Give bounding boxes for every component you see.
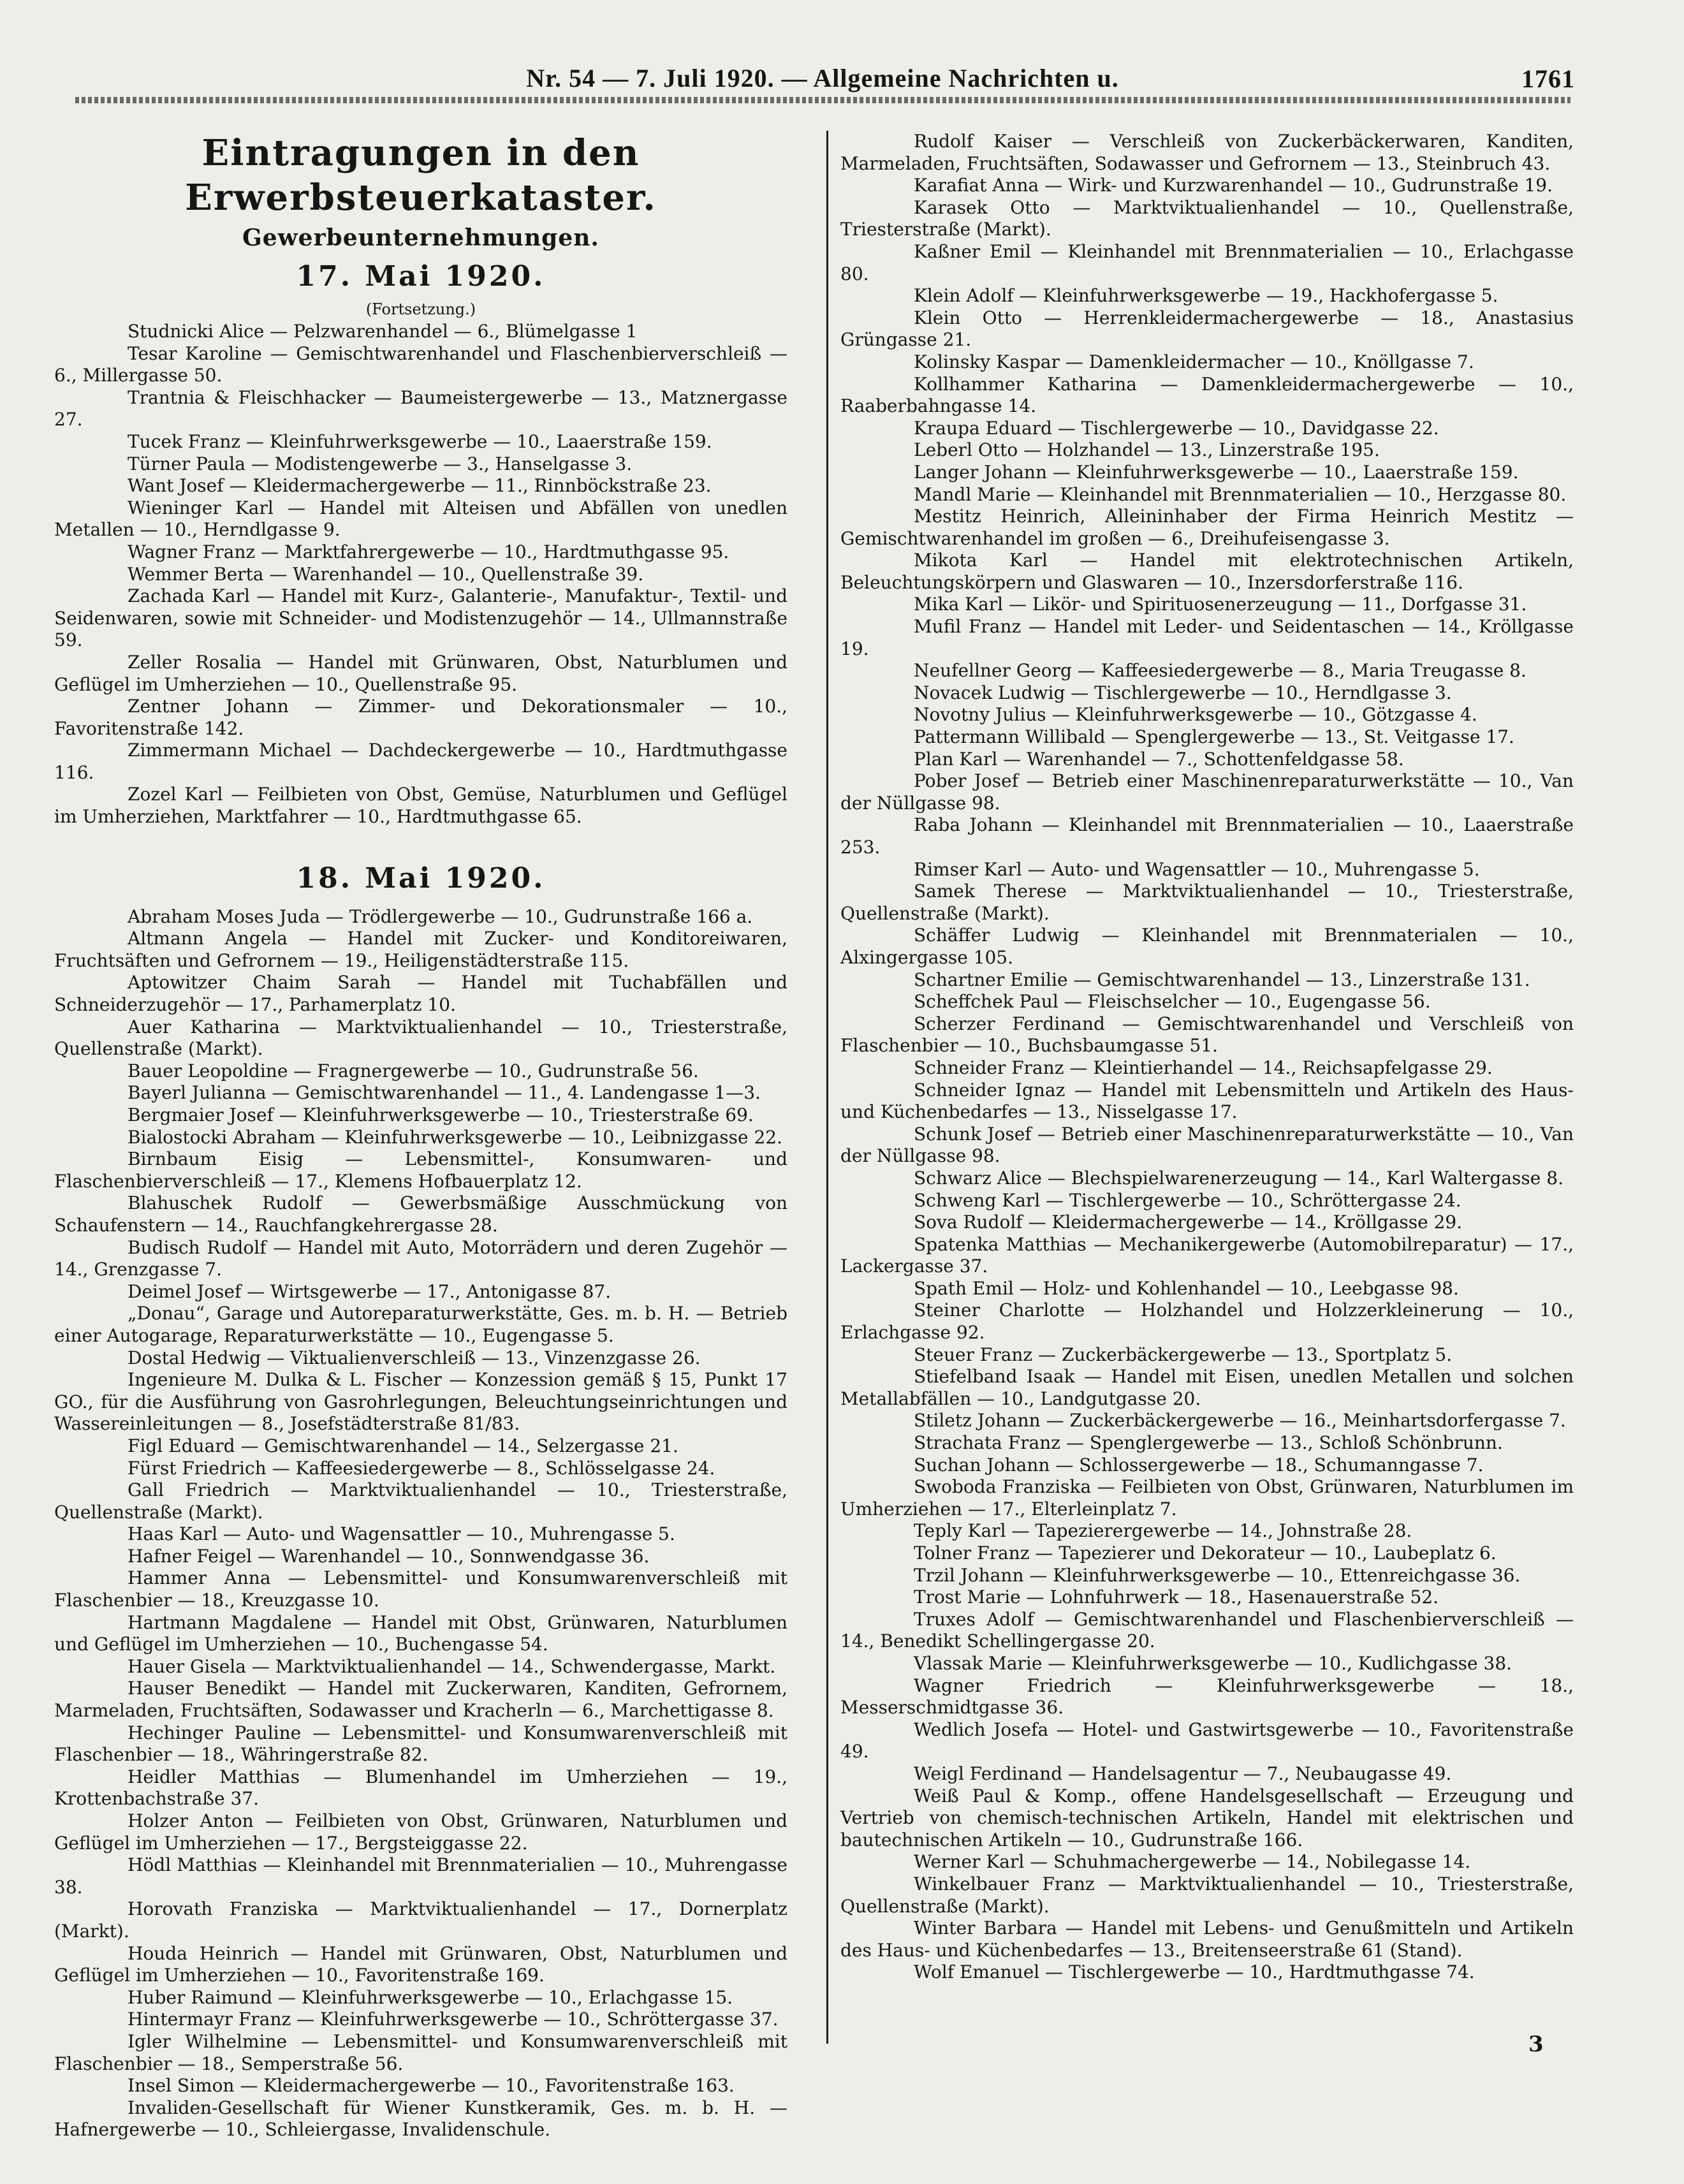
- register-entry: Hödl Matthias — Kleinhandel mit Brennmaterialien — 10., Muhrengasse 38.: [54, 1854, 787, 1898]
- register-entry: Houda Heinrich — Handel mit Grünwaren, Obst, Naturblumen und Geflügel im Umherziehen — 10., Favoritenstraße 169.: [54, 1942, 787, 1986]
- register-entry: Teply Karl — Tapezierergewerbe — 14., Johnstraße 28.: [914, 1520, 1412, 1542]
- register-entry: Hartmann Magdalene — Handel mit Obst, Grünwaren, Naturblumen und Geflügel im Umherziehen — 10., Buchengasse 54.: [54, 1611, 787, 1655]
- register-entry: Haas Karl — Auto- und Wagensattler — 10., Muhrengasse 5.: [128, 1523, 675, 1545]
- register-entry: Werner Karl — Schuhmachergewerbe — 14., Nobilegasse 14.: [914, 1851, 1471, 1873]
- register-entry: Spath Emil — Holz- und Kohlenhandel — 10., Leebgasse 98.: [914, 1277, 1459, 1299]
- register-entry: Kraupa Eduard — Tischlergewerbe — 10., Davidgasse 22.: [914, 417, 1439, 439]
- register-entry: Schneider Ignaz — Handel mit Lebensmitteln und Artikeln des Haus- und Küchenbedarfes — 13., Nisselgasse 17.: [840, 1079, 1574, 1123]
- register-entry: Kaßner Emil — Kleinhandel mit Brennmaterialien — 10., Erlachgasse 80.: [840, 240, 1574, 284]
- register-entry: Altmann Angela — Handel mit Zucker- und Konditoreiwaren, Fruchtsäften und Gefrornem — 19., Heiligenstädterstraße 115.: [54, 928, 787, 971]
- register-entry: Mufil Franz — Handel mit Leder- und Seidentaschen — 14., Kröllgasse 19.: [840, 616, 1574, 659]
- register-entry: Deimel Josef — Wirtsgewerbe — 17., Antonigasse 87.: [128, 1280, 611, 1302]
- register-entry: Tolner Franz — Tapezierer und Dekorateur — 10., Laubeplatz 6.: [914, 1543, 1497, 1564]
- register-entry: Kolinsky Kaspar — Damenkleidermacher — 10., Knöllgasse 7.: [914, 351, 1474, 372]
- register-entry: Truxes Adolf — Gemischtwarenhandel und Flaschenbierverschleiß — 14., Benedikt Schellingergasse 20.: [840, 1608, 1574, 1652]
- register-entry: Novotny Julius — Kleinfuhrwerksgewerbe — 10., Götzgasse 4.: [914, 704, 1477, 726]
- page-number: 1761: [1521, 64, 1575, 93]
- register-entry: Mika Karl — Likör- und Spirituosenerzeugung — 11., Dorfgasse 31.: [914, 594, 1527, 615]
- register-entry: Insel Simon — Kleidermachergewerbe — 10., Favoritenstraße 163.: [128, 2075, 735, 2097]
- register-entry: Trost Marie — Lohnfuhrwerk — 18., Hasenauerstraße 52.: [914, 1587, 1439, 1608]
- left-column: [54, 131, 787, 2141]
- register-entry: Langer Johann — Kleinfuhrwerksgewerbe — 10., Laaerstraße 159.: [914, 461, 1519, 483]
- register-entry: Ingenieure M. Dulka & L. Fischer — Konzession gemäß § 15, Punkt 17 GO., für die Ausführung von Gasrohrlegungen, Beleuchtungseinrichtungen und Wassereinleitungen — 8., Josefstädterstraße 81/83.: [54, 1369, 787, 1435]
- register-entry: Vlassak Marie — Kleinfuhrwerksgewerbe — 10., Kudlichgasse 38.: [914, 1652, 1512, 1674]
- register-entry: Scheffchek Paul — Fleischselcher — 10., Eugengasse 56.: [914, 991, 1431, 1013]
- register-entry: Mikota Karl — Handel mit elektrotechnischen Artikeln, Beleuchtungskörpern und Glaswaren — 10., Inzersdorferstraße 116.: [840, 550, 1574, 593]
- register-entry: Zentner Johann — Zimmer- und Dekorationsmaler — 10., Favoritenstraße 142.: [54, 696, 787, 739]
- register-entry: Stiletz Johann — Zuckerbäckergewerbe — 16., Meinhartsdorfergasse 7.: [914, 1410, 1566, 1432]
- register-entry: Abraham Moses Juda — Trödlergewerbe — 10., Gudrunstraße 166 a.: [128, 905, 753, 927]
- register-entry: Trantnia & Fleischhacker — Baumeistergewerbe — 13., Matznergasse 27.: [54, 386, 787, 430]
- register-entry: Wolf Emanuel — Tischlergewerbe — 10., Hardtmuthgasse 74.: [914, 1961, 1475, 1983]
- register-entry: Wieninger Karl — Handel mit Alteisen und Abfällen von unedlen Metallen — 10., Herndlgasse 9.: [54, 497, 787, 541]
- register-entry: Steiner Charlotte — Holzhandel und Holzzerkleinerung — 10., Erlachgasse 92.: [840, 1300, 1574, 1344]
- register-entry: Karasek Otto — Marktviktualienhandel — 10., Quellenstraße, Triesterstraße (Markt).: [840, 196, 1574, 240]
- register-entry: Hauer Gisela — Marktviktualienhandel — 14., Schwendergasse, Markt.: [128, 1655, 776, 1677]
- register-entry: Scherzer Ferdinand — Gemischtwarenhandel und Verschleiß von Flaschenbier — 10., Buchsbaumgasse 51.: [840, 1013, 1574, 1057]
- register-entry: Leberl Otto — Holzhandel — 13., Linzerstraße 195.: [914, 439, 1380, 461]
- register-entry: Rudolf Kaiser — Verschleiß von Zuckerbäckerwaren, Kanditen, Marmeladen, Fruchtsäften, Sodawasser und Gefrornem — 13., Steinbruch 43.: [840, 131, 1574, 174]
- register-entry: Hafner Feigel — Warenhandel — 10., Sonnwendgasse 36.: [128, 1545, 650, 1567]
- register-entry: Schartner Emilie — Gemischtwarenhandel — 13., Linzerstraße 131.: [914, 969, 1530, 990]
- register-entry: Türner Paula — Modistengewerbe — 3., Hanselgasse 3.: [128, 453, 633, 474]
- register-entry: Spatenka Matthias — Mechanikergewerbe (Automobilreparatur) — 17., Lackergasse 37.: [840, 1233, 1574, 1277]
- register-entry: Holzer Anton — Feilbieten von Obst, Grünwaren, Naturblumen und Geflügel im Umherziehen — 17., Bergsteiggasse 22.: [54, 1810, 787, 1854]
- register-entry: Auer Katharina — Marktviktualienhandel — 10., Triesterstraße, Quellenstraße (Markt).: [54, 1016, 787, 1060]
- register-entry: Pattermann Willibald — Spenglergewerbe — 13., St. Veitgasse 17.: [914, 726, 1514, 748]
- register-entry: Bauer Leopoldine — Fragnergewerbe — 10., Gudrunstraße 56.: [128, 1060, 699, 1081]
- register-entry: Zeller Rosalia — Handel mit Grünwaren, Obst, Naturblumen und Geflügel im Umherziehen — 10., Quellenstraße 95.: [54, 651, 787, 695]
- column-divider: [826, 131, 828, 2044]
- register-entry: Stiefelband Isaak — Handel mit Eisen, unedlen Metallen und solchen Metallabfällen — 10., Landgutgasse 20.: [840, 1366, 1574, 1409]
- register-entry: Hauser Benedikt — Handel mit Zuckerwaren, Kanditen, Gefrornem, Marmeladen, Fruchtsäften, Sodawasser und Kracherln — 6., Marchettigasse 8.: [54, 1678, 787, 1722]
- register-entry: Sova Rudolf — Kleidermachergewerbe — 14., Kröllgasse 29.: [914, 1212, 1463, 1233]
- register-entry: Huber Raimund — Kleinfuhrwerksgewerbe — 10., Erlachgasse 15.: [128, 1986, 733, 2008]
- register-entry: Fürst Friedrich — Kaffeesiedergewerbe — 8., Schlösselgasse 24.: [128, 1457, 715, 1479]
- register-entry: Winter Barbara — Handel mit Lebens- und Genußmitteln und Artikeln des Haus- und Küchenbedarfes — 13., Breitenseerstraße 61 (Stand).: [840, 1917, 1574, 1961]
- register-entry: Zachada Karl — Handel mit Kurz-, Galanterie-, Manufaktur-, Textil- und Seidenwaren, sowie mit Schneider- und Modistenzugehör — 14., Ullmannstraße 59.: [54, 585, 787, 651]
- register-entry: Schäffer Ludwig — Kleinhandel mit Brennmaterialen — 10., Alxingergasse 105.: [840, 925, 1574, 968]
- register-entry: Suchan Johann — Schlossergewerbe — 18., Schumanngasse 7.: [914, 1454, 1484, 1476]
- register-entry: Plan Karl — Warenhandel — 7., Schottenfeldgasse 58.: [914, 748, 1404, 770]
- register-entry: Horovath Franziska — Marktviktualienhandel — 17., Dornerplatz (Markt).: [54, 1898, 787, 1942]
- register-entry: Schunk Josef — Betrieb einer Maschinenreparaturwerkstätte — 10., Van der Nüllgasse 98.: [840, 1123, 1574, 1167]
- register-entry: Rimser Karl — Auto- und Wagensattler — 10., Muhrengasse 5.: [914, 858, 1480, 880]
- register-entry: Swoboda Franziska — Feilbieten von Obst, Grünwaren, Naturblumen im Umherziehen — 17., Elterleinplatz 7.: [840, 1476, 1574, 1520]
- register-entry: Blahuschek Rudolf — Gewerbsmäßige Ausschmückung von Schaufenstern — 14., Rauchfangkehrergasse 28.: [54, 1192, 787, 1236]
- section-title: Eintragungen in den Erwerbsteuerkataster.: [185, 132, 657, 219]
- header-line: Nr. 54 — 7. Juli 1920. — Allgemeine Nachrichten u.: [526, 63, 1119, 92]
- date-heading-2: 18. Mai 1920.: [296, 861, 546, 895]
- register-entry: Wemmer Berta — Warenhandel — 10., Quellenstraße 39.: [128, 563, 644, 585]
- register-entry: Pober Josef — Betrieb einer Maschinenreparaturwerkstätte — 10., Van der Nüllgasse 98.: [840, 770, 1574, 814]
- continuation-note: (Fortsetzung.): [365, 300, 476, 318]
- register-entry: Schwarz Alice — Blechspielwarenerzeugung — 14., Karl Waltergasse 8.: [914, 1167, 1563, 1189]
- register-entry: Schweng Karl — Tischlergewerbe — 10., Schröttergasse 24.: [914, 1189, 1461, 1211]
- register-entry: Tucek Franz — Kleinfuhrwerksgewerbe — 10., Laaerstraße 159.: [128, 430, 712, 452]
- page-marker: 3: [1528, 2032, 1544, 2057]
- register-entry: Wedlich Josefa — Hotel- und Gastwirtsgewerbe — 10., Favoritenstraße 49.: [840, 1719, 1574, 1763]
- register-entry: Invaliden-Gesellschaft für Wiener Kunstkeramik, Ges. m. b. H. — Hafnergewerbe — 10., Schleiergasse, Invalidenschule.: [54, 2097, 787, 2141]
- register-entry: Schneider Franz — Kleintierhandel — 14., Reichsapfelgasse 29.: [914, 1057, 1493, 1078]
- register-entry: Raba Johann — Kleinhandel mit Brennmaterialien — 10., Laaerstraße 253.: [840, 814, 1574, 858]
- register-entry: Birnbaum Eisig — Lebensmittel-, Konsumwaren- und Flaschenbierverschleiß — 17., Klemens Hofbauerplatz 12.: [54, 1148, 787, 1192]
- page-header: [70, 59, 1575, 97]
- register-entry: Budisch Rudolf — Handel mit Auto, Motorrädern und deren Zugehör — 14., Grenzgasse 7.: [54, 1236, 787, 1280]
- entries-18-may: [54, 906, 787, 2141]
- register-entry: Hintermayr Franz — Kleinfuhrwerksgewerbe — 10., Schröttergasse 37.: [128, 2009, 779, 2030]
- register-entry: Want Josef — Kleidermachergewerbe — 11., Rinnböckstraße 23.: [128, 475, 712, 497]
- register-entry: Winkelbauer Franz — Marktviktualienhandel — 10., Triesterstraße, Quellenstraße (Markt).: [840, 1873, 1574, 1917]
- register-entry: Tesar Karoline — Gemischtwarenhandel und Flaschenbierverschleiß — 6., Millergasse 50.: [54, 342, 787, 386]
- register-entry: Figl Eduard — Gemischtwarenhandel — 14., Selzergasse 21.: [128, 1435, 678, 1456]
- right-column: [840, 131, 1574, 2056]
- register-entry: Neufellner Georg — Kaffeesiedergewerbe — 8., Maria Treugasse 8.: [914, 660, 1527, 682]
- register-entry: Klein Adolf — Kleinfuhrwerksgewerbe — 19., Hackhofergasse 5.: [914, 285, 1498, 307]
- register-entry: Kollhammer Katharina — Damenkleidermachergewerbe — 10., Raaberbahngasse 14.: [840, 373, 1574, 417]
- register-entry: Karafiat Anna — Wirk- und Kurzwarenhandel — 10., Gudrunstraße 19.: [914, 175, 1553, 196]
- register-entry: Bergmaier Josef — Kleinfuhrwerksgewerbe — 10., Triesterstraße 69.: [128, 1104, 754, 1125]
- register-entry: Mestitz Heinrich, Alleininhaber der Firma Heinrich Mestitz — Gemischtwarenhandel im großen — 6., Dreihufeisengasse 3.: [840, 506, 1574, 549]
- register-entry: Samek Therese — Marktviktualienhandel — 10., Triesterstraße, Quellenstraße (Markt).: [840, 881, 1574, 924]
- register-entry: Weigl Ferdinand — Handelsagentur — 7., Neubaugasse 49.: [914, 1763, 1452, 1784]
- register-entry: Igler Wilhelmine — Lebensmittel- und Konsumwarenverschleiß mit Flaschenbier — 18., Semperstraße 56.: [54, 2030, 787, 2074]
- register-entry: Weiß Paul & Komp., offene Handelsgesellschaft — Erzeugung und Vertrieb von chemisch-technischen Artikeln, Handel mit elektrischen und bautechnischen Artikeln — 10., Gudrunstraße 166.: [840, 1785, 1574, 1851]
- register-entry: Zozel Karl — Feilbieten von Obst, Gemüse, Naturblumen und Geflügel im Umherziehen, Marktfahrer — 10., Hardtmuthgasse 65.: [54, 784, 787, 828]
- register-entry: Dostal Hedwig — Viktualienverschleiß — 13., Vinzenzgasse 26.: [128, 1347, 701, 1368]
- section-subtitle: Gewerbeunternehmungen.: [242, 224, 599, 251]
- register-entry: Studnicki Alice — Pelzwarenhandel — 6., Blümelgasse 1: [128, 321, 638, 342]
- register-entry: Wagner Franz — Marktfahrergewerbe — 10., Hardtmuthgasse 95.: [128, 541, 729, 562]
- register-entry: Zimmermann Michael — Dachdeckergewerbe — 10., Hardtmuthgasse 116.: [54, 740, 787, 783]
- register-entry: Klein Otto — Herrenkleidermachergewerbe — 18., Anastasius Grüngasse 21.: [840, 307, 1574, 351]
- register-entry: Aptowitzer Chaim Sarah — Handel mit Tuchabfällen und Schneiderzugehör — 17., Parhamerplatz 10.: [54, 972, 787, 1016]
- register-entry: Trzil Johann — Kleinfuhrwerksgewerbe — 10., Ettenreichgasse 36.: [914, 1564, 1521, 1586]
- register-entry: Bialostocki Abraham — Kleinfuhrwerksgewerbe — 10., Leibnizgasse 22.: [128, 1126, 783, 1148]
- register-entry: Hammer Anna — Lebensmittel- und Konsumwarenverschleiß mit Flaschenbier — 18., Kreuzgasse 10.: [54, 1567, 787, 1611]
- register-entry: Novacek Ludwig — Tischlergewerbe — 10., Herndlgasse 3.: [914, 682, 1452, 703]
- register-entry: Mandl Marie — Kleinhandel mit Brennmaterialien — 10., Herzgasse 80.: [914, 483, 1567, 505]
- register-entry: Hechinger Pauline — Lebensmittel- und Konsumwarenverschleiß mit Flaschenbier — 18., Währingerstraße 82.: [54, 1722, 787, 1766]
- header-rule: [75, 97, 1571, 103]
- entries-18-may-continued: [840, 131, 1574, 1984]
- register-entry: Heidler Matthias — Blumenhandel im Umherziehen — 19., Krottenbachstraße 37.: [54, 1766, 787, 1810]
- register-entry: Strachata Franz — Spenglergewerbe — 13., Schloß Schönbrunn.: [914, 1432, 1503, 1454]
- register-entry: Gall Friedrich — Marktviktualienhandel — 10., Triesterstraße, Quellenstraße (Markt).: [54, 1479, 787, 1523]
- date-heading-1: 17. Mai 1920.: [296, 260, 546, 293]
- entries-17-may: [54, 321, 787, 828]
- register-entry: Wagner Friedrich — Kleinfuhrwerksgewerbe — 18., Messerschmidtgasse 36.: [840, 1675, 1574, 1719]
- register-entry: Bayerl Julianna — Gemischtwarenhandel — 11., 4. Landengasse 1—3.: [128, 1082, 761, 1104]
- register-entry: Steuer Franz — Zuckerbäckergewerbe — 13., Sportplatz 5.: [914, 1344, 1453, 1365]
- register-entry: „Donau“, Garage und Autoreparaturwerkstätte, Ges. m. b. H. — Betrieb einer Autogarage, Reparaturwerkstätte — 10., Eugengasse 5.: [54, 1303, 787, 1346]
